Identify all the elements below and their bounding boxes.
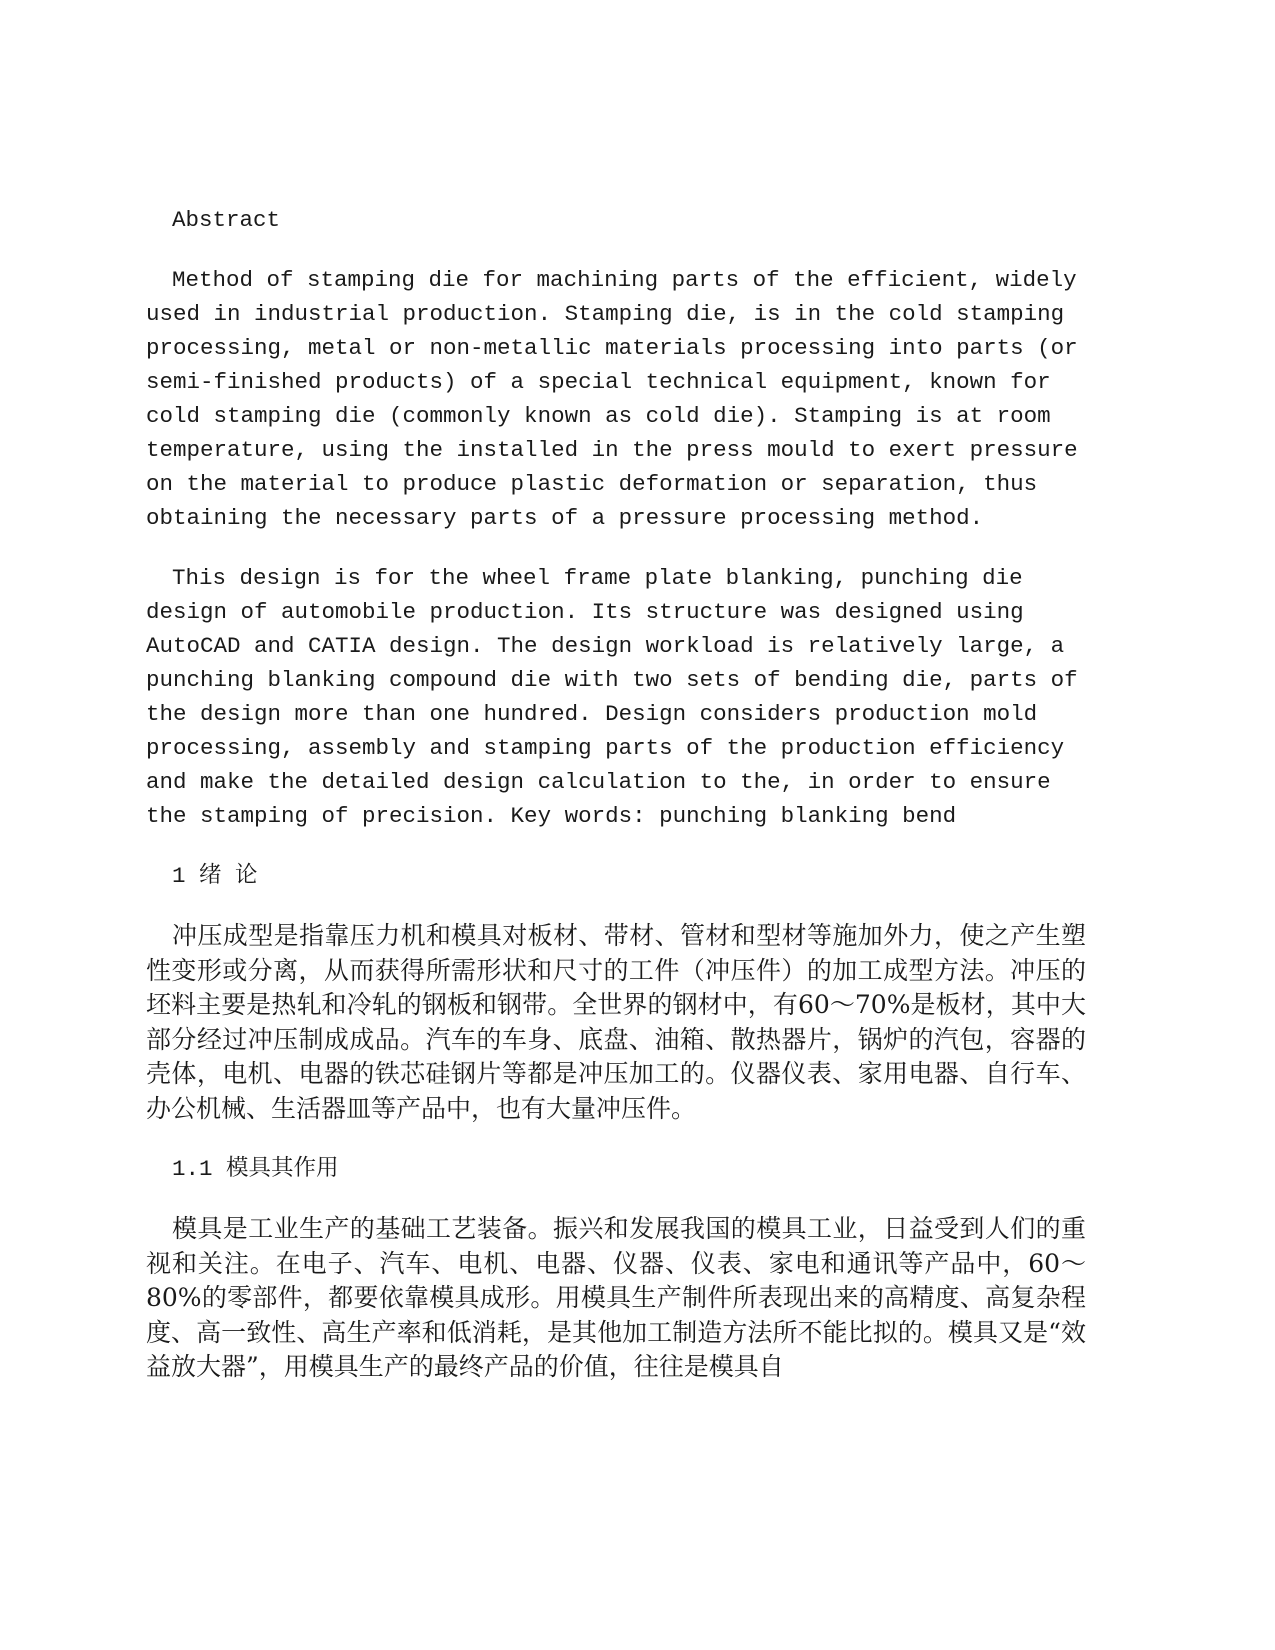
- section-1-heading: 1 绪 论: [172, 863, 258, 889]
- abstract-paragraph-2: This design is for the wheel frame plate blanking, punching die design of automobile production. Its structure was designed using AutoCAD and CATIA design. The design workload is relatively large, a punching blanking compound die with two sets of bending die, parts of the design more than one hundred. Design considers production mold processing, assembly and stamping parts of the production efficiency and make the detailed design calculation to the, in order to ensure the stamping of precision. Key words: punching blanking bend: [146, 565, 1078, 829]
- document-body: [146, 203, 1086, 1385]
- abstract-heading: Abstract: [172, 207, 281, 233]
- abstract-paragraph-1: Method of stamping die for machining parts of the efficient, widely used in industrial production. Stamping die, is in the cold stamping processing, metal or non-metallic materials processing into parts (or semi-finished products) of a special technical equipment, known for cold stamping die (commonly known as cold die). Stamping is at room temperature, using the installed in the press mould to exert pressure on the material to produce plastic deformation or separation, thus obtaining the necessary parts of a pressure processing method.: [146, 267, 1078, 531]
- section-1-1-paragraph: 模具是工业生产的基础工艺装备。振兴和发展我国的模具工业，日益受到人们的重视和关注。在电子、汽车、电机、电器、仪器、仪表、家电和通讯等产品中，60～80%的零部件，都要依靠模具成形。用模具生产制件所表现出来的高精度、高复杂程度、高一致性、高生产率和低消耗，是其他加工制造方法所不能比拟的。模具又是“效益放大器”，用模具生产的最终产品的价值，往往是模具自: [146, 1214, 1086, 1381]
- section-1-1-heading: 1.1 模具其作用: [172, 1156, 339, 1182]
- section-1-paragraph: 冲压成型是指靠压力机和模具对板材、带材、管材和型材等施加外力，使之产生塑性变形或分离，从而获得所需形状和尺寸的工件（冲压件）的加工成型方法。冲压的坯料主要是热轧和冷轧的钢板和钢带。全世界的钢材中，有60～70%是板材，其中大部分经过冲压制成成品。汽车的车身、底盘、油箱、散热器片，锅炉的汽包，容器的壳体，电机、电器的铁芯硅钢片等都是冲压加工的。仪器仪表、家用电器、自行车、办公机械、生活器皿等产品中，也有大量冲压件。: [146, 921, 1086, 1123]
